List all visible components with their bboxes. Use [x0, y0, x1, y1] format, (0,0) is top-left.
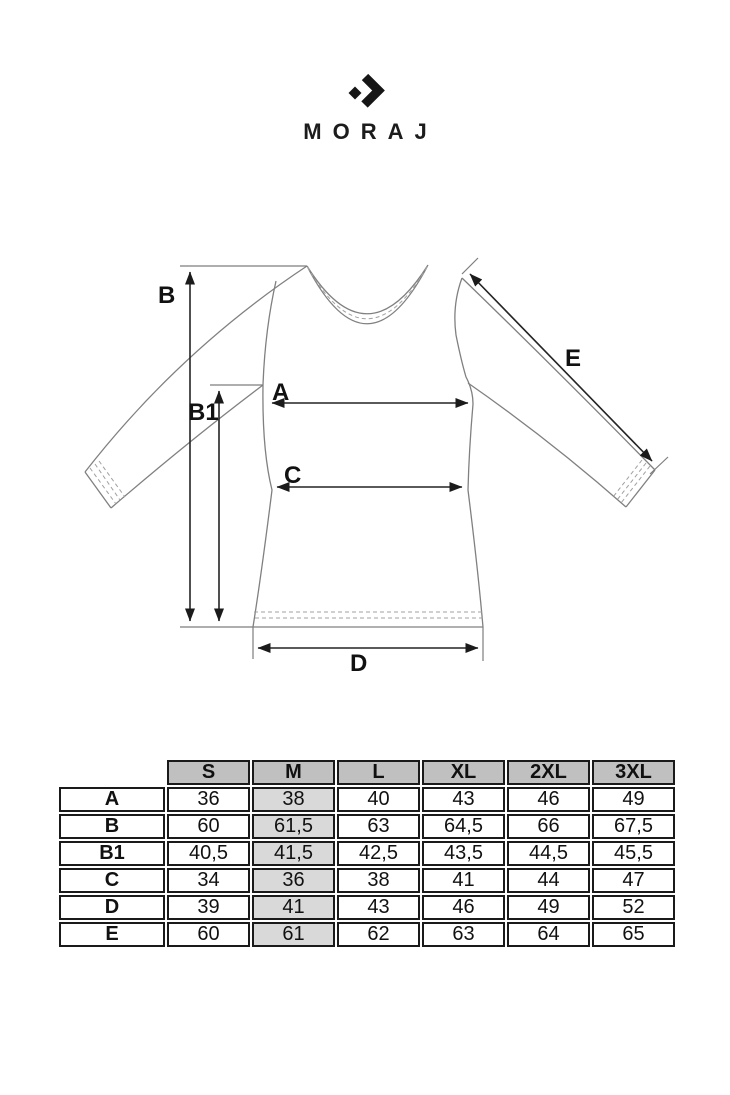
row-label: A: [59, 787, 165, 812]
row-label: B1: [59, 841, 165, 866]
size-cell: 36: [167, 787, 250, 812]
size-cell: 44: [507, 868, 590, 893]
row-label: C: [59, 868, 165, 893]
measure-label-b1: B1: [188, 399, 219, 426]
size-cell: 39: [167, 895, 250, 920]
shirt-outline: [85, 265, 655, 627]
size-col-s: S: [167, 760, 250, 785]
size-cell: 40: [337, 787, 420, 812]
measure-label-c: C: [284, 462, 302, 489]
size-cell: 64: [507, 922, 590, 947]
size-cell: 43,5: [422, 841, 505, 866]
size-cell: 34: [167, 868, 250, 893]
size-cell: 67,5: [592, 814, 675, 839]
size-cell-highlighted: 38: [252, 787, 335, 812]
row-label: B: [59, 814, 165, 839]
size-col-3xl: 3XL: [592, 760, 675, 785]
row-label: D: [59, 895, 165, 920]
size-cell: 44,5: [507, 841, 590, 866]
size-cell: 40,5: [167, 841, 250, 866]
table-row-d: [59, 895, 675, 920]
size-cell: 38: [337, 868, 420, 893]
size-cell: 43: [422, 787, 505, 812]
size-cell: 64,5: [422, 814, 505, 839]
row-label: E: [59, 922, 165, 947]
size-col-2xl: 2XL: [507, 760, 590, 785]
size-cell: 63: [337, 814, 420, 839]
measure-label-e: E: [565, 345, 582, 372]
garment-diagram: [0, 230, 730, 700]
size-col-m: M: [252, 760, 335, 785]
brand-name: MORAJ: [303, 119, 438, 144]
size-cell: 60: [167, 814, 250, 839]
size-cell: 63: [422, 922, 505, 947]
brand-logo: [0, 70, 730, 145]
table-row-c: [59, 868, 675, 893]
size-table-header-row: [59, 760, 675, 785]
size-cell: 42,5: [337, 841, 420, 866]
size-cell: 49: [507, 895, 590, 920]
size-cell: 66: [507, 814, 590, 839]
size-table: [57, 758, 677, 949]
size-cell: 65: [592, 922, 675, 947]
corner-cell: [59, 760, 165, 785]
size-cell: 49: [592, 787, 675, 812]
measure-label-d: D: [350, 650, 368, 677]
table-row-e: [59, 922, 675, 947]
measure-label-a: A: [272, 379, 290, 406]
dimension-arrows: [190, 272, 652, 648]
arrow-e: [470, 274, 652, 461]
size-cell: 46: [507, 787, 590, 812]
size-col-l: L: [337, 760, 420, 785]
right-cuff-stitch: [621, 466, 650, 503]
measure-label-b: B: [158, 282, 176, 309]
size-cell: 41: [422, 868, 505, 893]
size-cell-highlighted: 36: [252, 868, 335, 893]
left-cuff-stitch: [90, 468, 116, 504]
size-cell: 43: [337, 895, 420, 920]
neck-stitch: [308, 266, 428, 319]
chevron-diamond-icon: [344, 70, 386, 110]
size-cell: 52: [592, 895, 675, 920]
table-row-b1: [59, 841, 675, 866]
size-cell-highlighted: 61: [252, 922, 335, 947]
size-cell: 62: [337, 922, 420, 947]
size-col-xl: XL: [422, 760, 505, 785]
table-row-a: [59, 787, 675, 812]
size-cell-highlighted: 41: [252, 895, 335, 920]
dimension-ticks: [180, 258, 668, 661]
size-cell: 45,5: [592, 841, 675, 866]
size-cell-highlighted: 41,5: [252, 841, 335, 866]
table-row-b: [59, 814, 675, 839]
size-cell: 47: [592, 868, 675, 893]
size-cell: 60: [167, 922, 250, 947]
size-cell-highlighted: 61,5: [252, 814, 335, 839]
size-cell: 46: [422, 895, 505, 920]
